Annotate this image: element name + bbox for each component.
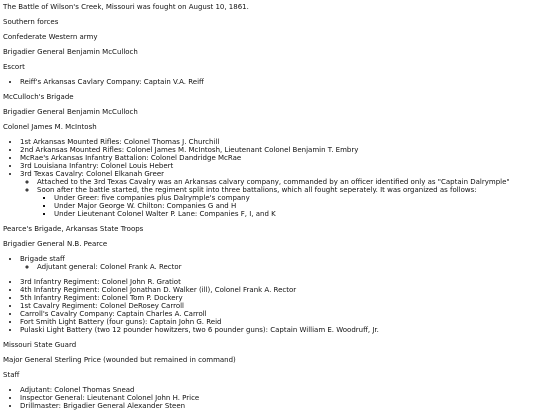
missouri-guard-commander: Major General Sterling Price (wounded but remained in command): [3, 356, 236, 364]
list-item: • Reiff's Arkansas Cavlary Company: Captain V.A. Reiff: [20, 78, 533, 86]
missouri-staff-list: [3, 386, 533, 410]
list-item: • Adjutant: Colonel Thomas Snead: [20, 386, 533, 394]
brigade-staff-label: Brigade staff: [20, 255, 65, 263]
pearce-brigade-heading: Pearce's Brigade, Arkansas State Troops: [3, 225, 144, 233]
brigade-staff-sublist: [20, 263, 533, 271]
mcculloch-brigade-list: [3, 138, 533, 218]
mcculloch-brigade-heading: McCulloch's Brigade: [3, 93, 74, 101]
texas-cavalry-sublist: [20, 178, 533, 218]
brigade-staff-item: [20, 255, 533, 271]
escort-heading: Escort: [3, 63, 25, 71]
list-item: • Carroll's Cavalry Company: Captain Charles A. Carroll: [20, 310, 533, 318]
pearce-brigade-list: [3, 278, 533, 334]
sublist-item: ◦ Attached to the 3rd Texas Cavalry was an Arkansas calvary company, commanded by an officer identified only as "Captain Dalrymple": [37, 178, 533, 186]
list-item: • 3rd Infantry Regiment: Colonel John R. Gratiot: [20, 278, 533, 286]
missouri-guard-heading: Missouri State Guard: [3, 341, 77, 349]
document-body: [3, 3, 533, 417]
mcculloch-brigade-commander: Brigadier General Benjamin McCulloch: [3, 108, 138, 116]
battalion-item: ▪ Under Major George W. Chilton: Companies G and H: [54, 202, 533, 210]
mcculloch-brigade-subcommander: Colonel James M. McIntosh: [3, 123, 97, 131]
intro-text: The Battle of Wilson's Creek, Missouri was fought on August 10, 1861.: [3, 3, 249, 11]
battalion-item: ▪ Under Greer: five companies plus Dalrymple's company: [54, 194, 533, 202]
pearce-staff-list: [3, 255, 533, 271]
sublist-item: ◦ Adjutant general: Colonel Frank A. Rector: [37, 263, 533, 271]
list-item: • 2nd Arkansas Mounted Rifles: Colonel James M. McIntosh, Lieutenant Colonel Benjamin T. Embry: [20, 146, 533, 154]
confederate-army-heading: Confederate Western army: [3, 33, 98, 41]
list-item-3rd-texas: [20, 170, 533, 218]
battalion-list: [37, 194, 533, 218]
sublist-item-organization: [37, 186, 533, 218]
list-item: • McRae's Arkansas Infantry Battalion: Colonel Dandridge McRae: [20, 154, 533, 162]
list-item: • 1st Arkansas Mounted Rifles: Colonel Thomas J. Churchill: [20, 138, 533, 146]
list-item: • 5th Infantry Regiment: Colonel Tom P. Dockery: [20, 294, 533, 302]
list-item: • Inspector General: Lieutenant Colonel John H. Price: [20, 394, 533, 402]
list-item: • Drillmaster: Brigadier General Alexander Steen: [20, 402, 533, 410]
list-item: • 4th Infantry Regiment: Colonel Jonathan D. Walker (ill), Colonel Frank A. Rector: [20, 286, 533, 294]
southern-forces-heading: Southern forces: [3, 18, 59, 26]
list-item: • Fort Smith Light Battery (four guns): Captain John G. Reid: [20, 318, 533, 326]
list-item: • 1st Cavalry Regiment: Colonel DeRosey Carroll: [20, 302, 533, 310]
pearce-brigade-commander: Brigadier General N.B. Pearce: [3, 240, 108, 248]
list-item-label: 3rd Texas Cavalry: Colonel Elkanah Greer: [20, 170, 165, 178]
sublist-item-label: Soon after the battle started, the regiment split into three battalions, which all fought seperately. It was organized as follows:: [37, 186, 477, 194]
army-commander: Brigadier General Benjamin McCulloch: [3, 48, 138, 56]
battalion-item: ▪ Under Lieutenant Colonel Walter P. Lane: Companies F, I, and K: [54, 210, 533, 218]
escort-list: [3, 78, 533, 86]
staff-heading: Staff: [3, 371, 20, 379]
list-item: • Pulaski Light Battery (two 12 pounder howitzers, two 6 pounder guns): Captain William E. Woodruff, Jr.: [20, 326, 533, 334]
list-item: • 3rd Louisiana Infantry: Colonel Louis Hebert: [20, 162, 533, 170]
